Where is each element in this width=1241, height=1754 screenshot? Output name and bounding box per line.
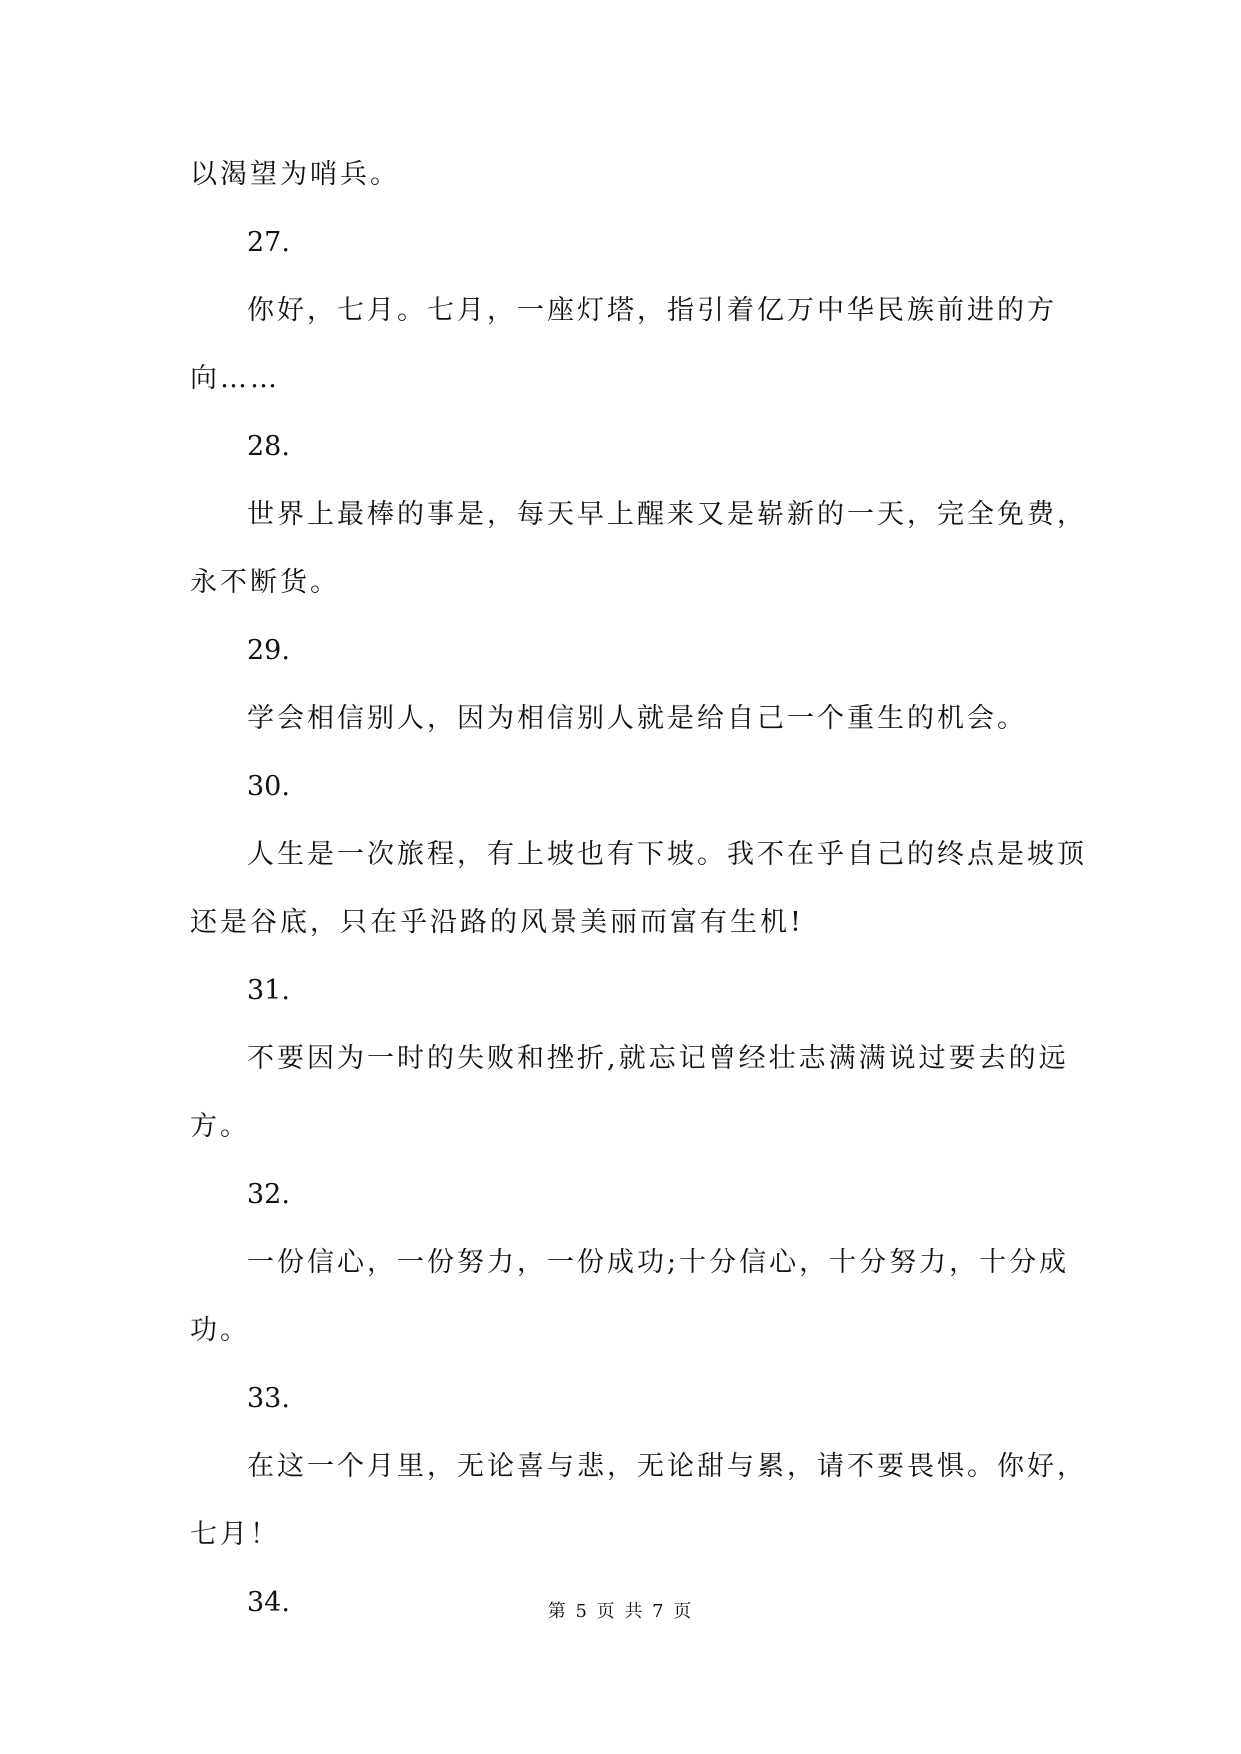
paragraph bbox=[190, 835, 1087, 942]
item-number bbox=[190, 1379, 1056, 1418]
item-number bbox=[190, 223, 1056, 262]
item-number bbox=[190, 971, 1056, 1010]
paragraph bbox=[190, 1447, 1087, 1554]
page-footer: 第 5 页 共 7 页 bbox=[547, 1601, 694, 1622]
item-number-label: 29. bbox=[247, 635, 290, 666]
item-number bbox=[190, 767, 1056, 806]
paragraph-line: 永不断货。 bbox=[190, 567, 340, 598]
paragraph-line: 世界上最棒的事是，每天早上醒来又是崭新的一天，完全免费， bbox=[247, 499, 1087, 530]
paragraph bbox=[190, 699, 1056, 738]
paragraph bbox=[190, 291, 1056, 398]
paragraph-line: 功。 bbox=[190, 1315, 250, 1346]
item-number bbox=[190, 631, 1056, 670]
item-number-label: 34. bbox=[247, 1587, 290, 1618]
paragraph bbox=[190, 1039, 1069, 1146]
paragraph-line: 一份信心，一份努力，一份成功;十分信心，十分努力，十分成 bbox=[247, 1247, 1070, 1278]
item-number bbox=[190, 427, 1056, 466]
paragraph-line: 还是谷底，只在乎沿路的风景美丽而富有生机! bbox=[190, 907, 804, 938]
item-number bbox=[190, 1175, 1056, 1214]
paragraph bbox=[190, 155, 1056, 194]
item-number-label: 33. bbox=[247, 1383, 290, 1414]
item-number-label: 27. bbox=[247, 227, 290, 258]
paragraph-line: 不要因为一时的失败和挫折,就忘记曾经壮志满满说过要去的远 bbox=[247, 1043, 1069, 1074]
paragraph bbox=[190, 1243, 1070, 1350]
document-body bbox=[190, 155, 1087, 1651]
paragraph-line: 七月！ bbox=[190, 1519, 280, 1550]
paragraph-line: 你好，七月。七月，一座灯塔，指引着亿万中华民族前进的方 bbox=[247, 295, 1057, 326]
paragraph-line: 方。 bbox=[190, 1111, 250, 1142]
paragraph-line: 人生是一次旅程，有上坡也有下坡。我不在乎自己的终点是坡顶 bbox=[247, 839, 1087, 870]
paragraph bbox=[190, 495, 1087, 602]
paragraph-line: 在这一个月里，无论喜与悲，无论甜与累，请不要畏惧。你好， bbox=[247, 1451, 1087, 1482]
paragraph-line: 以渴望为哨兵。 bbox=[190, 159, 400, 190]
paragraph-line: 学会相信别人，因为相信别人就是给自己一个重生的机会。 bbox=[247, 703, 1027, 734]
item-number-label: 31. bbox=[247, 975, 290, 1006]
paragraph-line: 向…… bbox=[190, 363, 280, 394]
item-number-label: 28. bbox=[247, 431, 290, 462]
item-number-label: 30. bbox=[247, 771, 290, 802]
item-number-label: 32. bbox=[247, 1179, 290, 1210]
